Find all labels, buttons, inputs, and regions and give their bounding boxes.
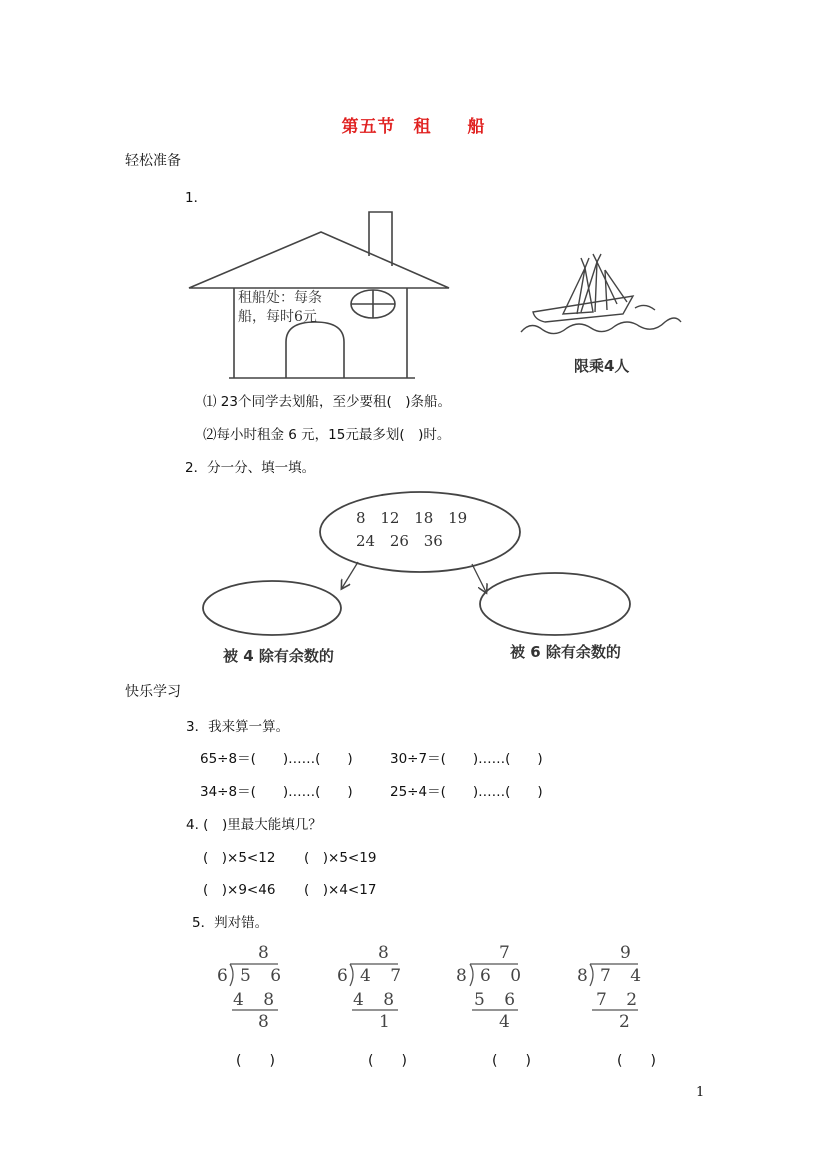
house-sign-line-1: 租船处：每条: [238, 290, 322, 306]
boat-capacity-label: 限乘4人: [574, 357, 630, 375]
division-product: 4 8: [233, 990, 282, 1010]
answer-blank[interactable]: ( ): [617, 1053, 656, 1069]
inequality-item: ( )×9<46: [203, 882, 276, 898]
division-quotient: 7: [499, 943, 517, 963]
number-set-row-2: [356, 532, 443, 550]
division-remainder: 4: [499, 1012, 517, 1032]
division-bracket-lines: [586, 962, 645, 1012]
number-item: 24: [356, 532, 376, 550]
division-product: 5 6: [474, 990, 523, 1010]
division-remainder: 8: [258, 1012, 276, 1032]
calc-item: 25÷4＝( )……( ): [390, 784, 543, 800]
number-item: 19: [448, 509, 468, 527]
left-set-label: 被 4 除有余数的: [223, 647, 334, 665]
question-4-prompt: 4. ( )里最大能填几？: [186, 817, 322, 833]
question-3-prompt: 3．我来算一算。: [186, 719, 290, 735]
number-item: 26: [389, 532, 409, 550]
house-sign-line-2: 船，每时6元: [238, 309, 317, 325]
division-dividend: 4 7: [360, 966, 409, 986]
division-remainder: 2: [619, 1012, 637, 1032]
division-dividend: 6 0: [480, 966, 529, 986]
division-divisor: 8: [577, 966, 595, 986]
division-quotient: 9: [620, 943, 638, 963]
division-dividend: 5 6: [240, 966, 289, 986]
question-1-part-1: ⑴ 23个同学去划船，至少要租( )条船。: [203, 394, 452, 410]
calc-item: 30÷7＝( )……( ): [390, 751, 543, 767]
number-set-row-1: [356, 509, 467, 527]
section-heading-learn: 快乐学习: [125, 684, 181, 700]
number-item: 8: [356, 509, 366, 527]
calc-item: 34÷8＝( )……( ): [200, 784, 353, 800]
calc-item: 65÷8＝( )……( ): [200, 751, 353, 767]
division-divisor: 8: [456, 966, 474, 986]
division-bracket-lines: [466, 962, 522, 1012]
sailboat-illustration: [515, 250, 685, 350]
answer-blank[interactable]: ( ): [492, 1053, 531, 1069]
page-title: 第五节 租 船: [341, 117, 486, 137]
division-remainder: 1: [379, 1012, 397, 1032]
inequality-item: ( )×5<19: [304, 850, 377, 866]
division-dividend: 7 4: [600, 966, 649, 986]
number-item: 36: [423, 532, 443, 550]
number-item: 12: [380, 509, 400, 527]
division-bracket-lines: [346, 962, 402, 1012]
page-number: 1: [696, 1085, 705, 1100]
division-quotient: 8: [378, 943, 396, 963]
division-bracket-lines: [226, 962, 282, 1012]
division-product: 4 8: [353, 990, 402, 1010]
inequality-item: ( )×5<12: [203, 850, 276, 866]
right-set-label: 被 6 除有余数的: [510, 643, 621, 661]
number-item: 18: [414, 509, 434, 527]
answer-blank[interactable]: ( ): [368, 1053, 407, 1069]
division-product: 7 2: [596, 990, 645, 1010]
division-quotient: 8: [258, 943, 276, 963]
question-1-number: 1．: [185, 190, 208, 206]
question-2-prompt: 2．分一分、填一填。: [185, 460, 316, 476]
question-5-prompt: 5．判对错。: [192, 915, 269, 931]
division-divisor: 6: [217, 966, 235, 986]
section-heading-prep: 轻松准备: [125, 153, 181, 169]
question-1-part-2: ⑵每小时租金 6 元，15元最多划( )时。: [203, 427, 451, 443]
answer-blank[interactable]: ( ): [236, 1053, 275, 1069]
inequality-item: ( )×4<17: [304, 882, 377, 898]
division-divisor: 6: [337, 966, 355, 986]
